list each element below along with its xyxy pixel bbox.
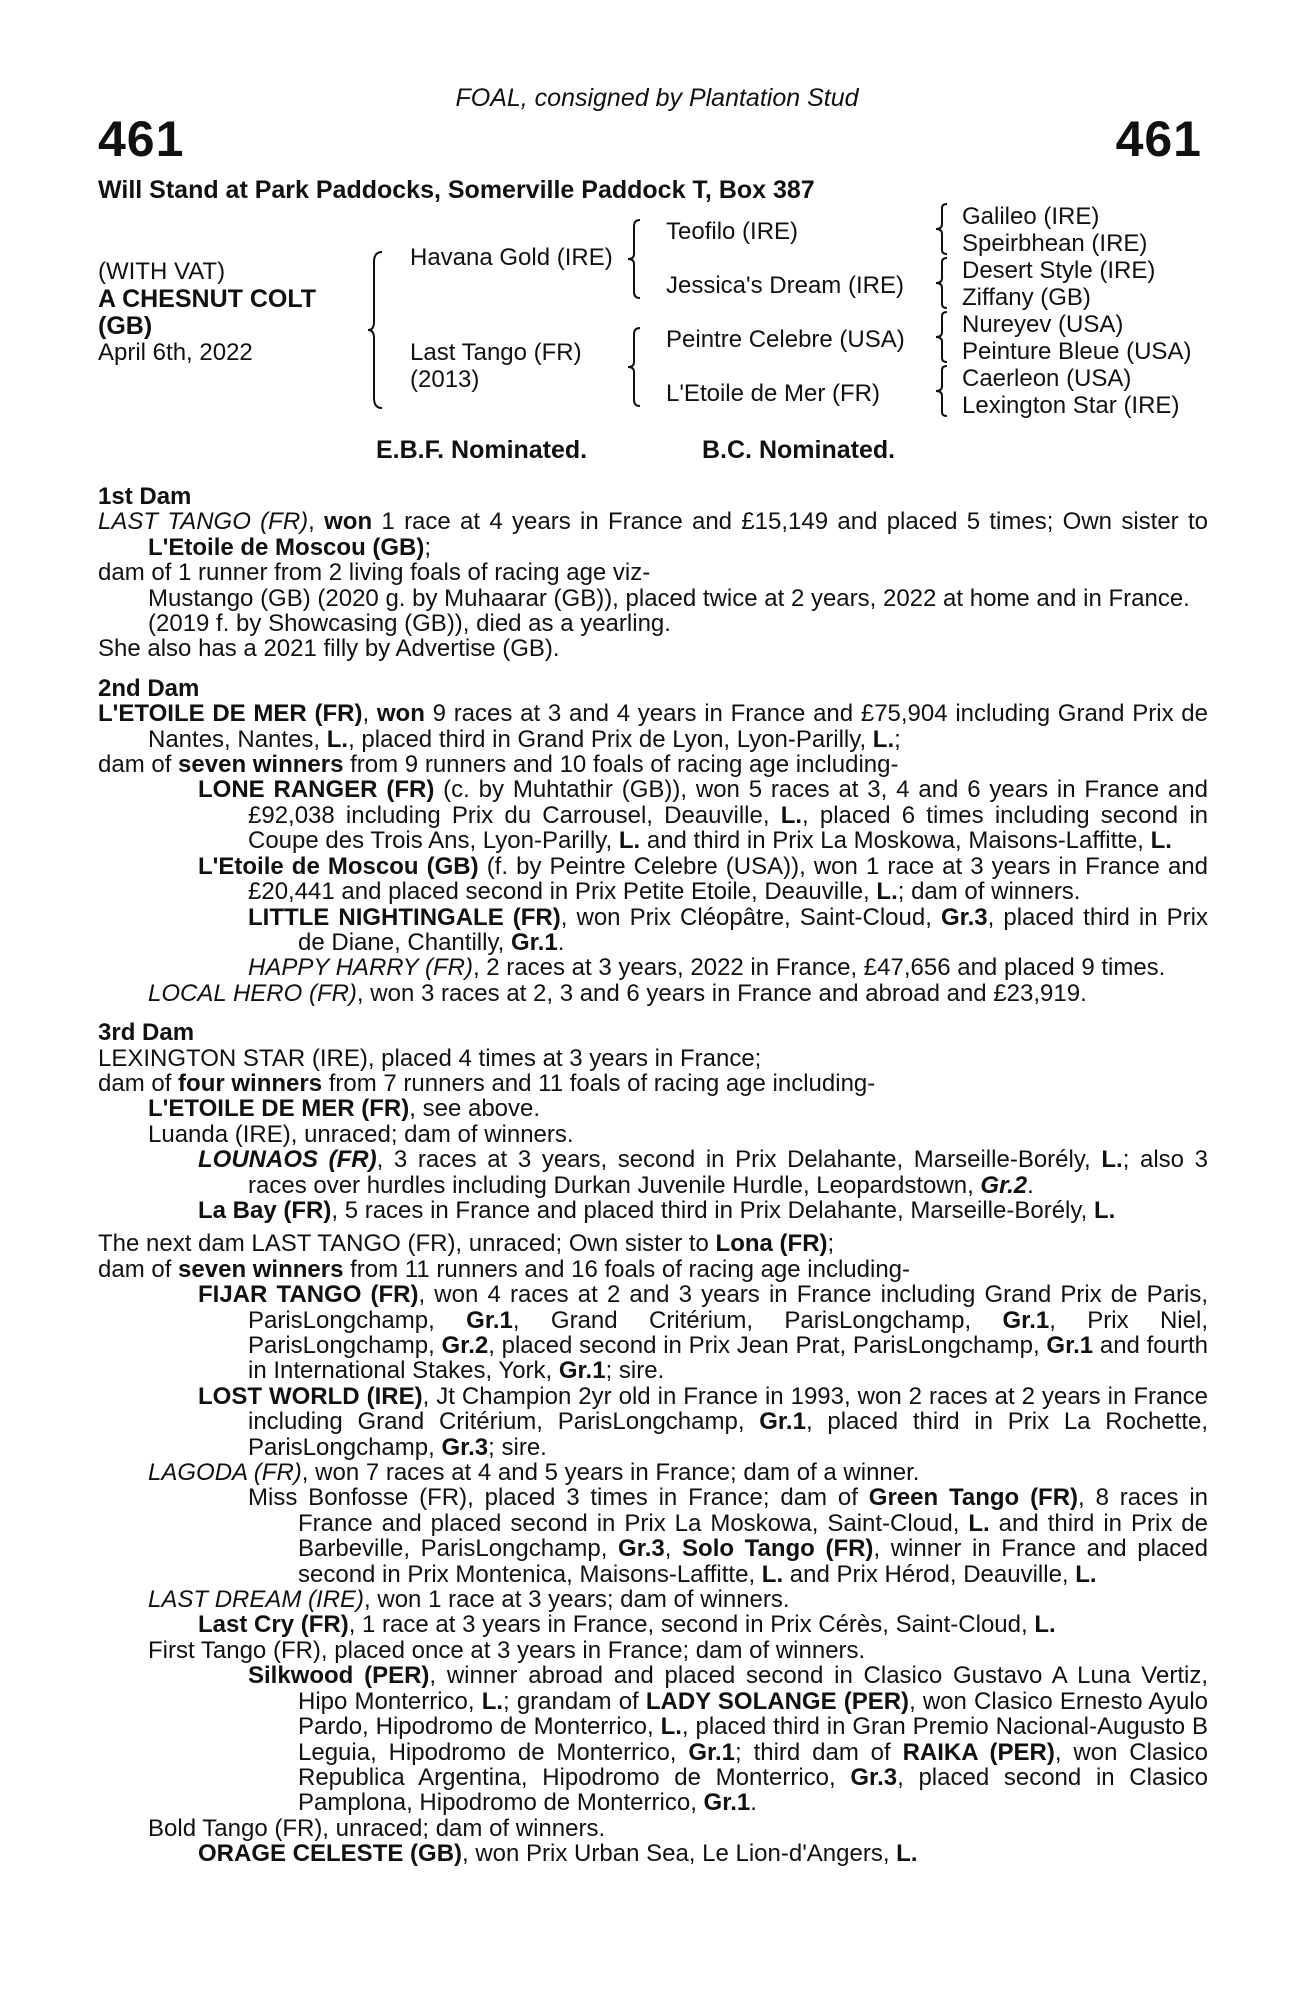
third-dam-heading: 3rd Dam — [98, 1019, 195, 1047]
dam-year: (2013) — [410, 366, 480, 393]
colt-origin: (GB) — [98, 312, 153, 340]
produce-last-dream: LAST DREAM (IRE), won 1 race at 3 years; dam of winners. — [148, 1586, 790, 1614]
first-dam-summary: LAST TANGO (FR), won 1 race at 4 years in France and £15,149 and placed 5 times; Own sister to L'Etoile de Moscou (GB); — [98, 508, 1208, 561]
third-dam-summary: LEXINGTON STAR (IRE), placed 4 times at 3 years in France; — [98, 1044, 762, 1072]
stand-location: Will Stand at Park Paddocks, Somerville Paddock T, Box 387 — [98, 176, 815, 204]
dam-dam: L'Etoile de Mer (FR) — [666, 380, 880, 407]
sire-name: Havana Gold (IRE) — [410, 244, 613, 271]
ss-sire: Galileo (IRE) — [962, 203, 1100, 230]
produce-little-nightingale: LITTLE NIGHTINGALE (FR), won Prix Cléopâtre, Saint-Cloud, Gr.3, placed third in Prix de Diane, Chantilly, Gr.1. — [248, 903, 1208, 956]
produce-last-cry: Last Cry (FR), 1 race at 3 years in France, second in Prix Cérès, Saint-Cloud, L. — [198, 1611, 1056, 1639]
ds-sire: Nureyev (USA) — [962, 311, 1124, 338]
produce-mustango: Mustango (GB) (2020 g. by Muhaarar (GB)), placed twice at 2 years, 2022 at home and in France. — [148, 584, 1190, 612]
sire-sire: Teofilo (IRE) — [666, 218, 799, 245]
date-of-birth: April 6th, 2022 — [98, 339, 253, 366]
produce-silkwood: Silkwood (PER), winner abroad and placed second in Clasico Gustavo A Luna Vertiz, Hipo Monterrico, L.; grandam of LADY SOLANGE (PER), won Clasico Ernesto Ayulo Pardo, Hipodromo de Monterrico, L., placed third in Gran Premio Nacional-Augusto B Leguia, Hipodromo de Monterrico, Gr.1; third dam of RAIKA (PER), won Clasico Republica Argentina, Hipodromo de Monterrico, Gr.3, placed second in Clasico Pamplona, Hipodromo de Monterrico, Gr.1. — [248, 1662, 1209, 1817]
sire-dam: Jessica's Dream (IRE) — [666, 272, 904, 299]
first-dam-heading: 1st Dam — [98, 483, 192, 510]
produce-letoile-de-mer: L'ETOILE DE MER (FR), see above. — [148, 1095, 541, 1123]
sd-sire: Desert Style (IRE) — [962, 257, 1156, 284]
ss-dam: Speirbhean (IRE) — [962, 230, 1148, 257]
produce-2021-filly: She also has a 2021 filly by Advertise (GB). — [98, 635, 560, 663]
lot-number-right: 461 — [1115, 111, 1202, 167]
own-sister-name: L'Etoile de Moscou (GB) — [148, 533, 425, 561]
pedigree-brace-dd — [936, 364, 950, 418]
third-dam-produce-intro: dam of four winners from 7 runners and 11 foals of racing age including- — [98, 1069, 876, 1097]
produce-bold-tango: Bold Tango (FR), unraced; dam of winners. — [148, 1814, 606, 1842]
ebf-nomination: E.B.F. Nominated. — [376, 436, 588, 464]
produce-happy-harry: HAPPY HARRY (FR), 2 races at 3 years, 2022 in France, £47,656 and placed 9 times. — [248, 954, 1166, 982]
produce-lost-world: LOST WORLD (IRE), Jt Champion 2yr old in France in 1993, won 2 races at 2 years in France including Grand Critérium, ParisLongchamp, Gr.1, placed third in Prix La Rochette, ParisLongchamp, Gr.3; sire. — [198, 1382, 1209, 1461]
dam-name: Last Tango (FR) — [410, 339, 582, 366]
produce-miss-bonfosse: Miss Bonfosse (FR), placed 3 times in France; dam of Green Tango (FR), 8 races in France and placed second in Prix La Moskowa, Saint-Cloud, L. and third in Prix de Barbeville, ParisLongchamp, Gr.3, Solo Tango (FR), winner in France and placed second in Prix Montenica, Maisons-Laffitte, L. and Prix Hérod, Deauville, L. — [248, 1484, 1209, 1588]
first-dam-produce-intro: dam of 1 runner from 2 living foals of racing age viz- — [98, 559, 651, 587]
produce-luanda: Luanda (IRE), unraced; dam of winners. — [148, 1120, 574, 1148]
consignment-line: FOAL, consigned by Plantation Stud — [455, 84, 859, 112]
produce-letoile-de-moscou: L'Etoile de Moscou (GB) (f. by Peintre Celebre (USA)), won 1 race at 3 years in France and £20,441 and placed second in Prix Petite Etoile, Deauville, L.; dam of winners. — [198, 852, 1209, 906]
produce-first-tango: First Tango (FR), placed once at 3 years in France; dam of winners. — [148, 1636, 866, 1664]
second-dam-name: L'ETOILE DE MER (FR) — [98, 700, 363, 728]
lot-number-left: 461 — [98, 111, 185, 167]
pedigree-brace-sd — [936, 256, 950, 310]
produce-local-hero: LOCAL HERO (FR), won 3 races at 2, 3 and 6 years in France and abroad and £23,919. — [148, 979, 1087, 1007]
dam-sire: Peintre Celebre (USA) — [666, 326, 905, 353]
won-label: won — [324, 508, 373, 536]
next-dam-summary: The next dam LAST TANGO (FR), unraced; Own sister to Lona (FR); — [98, 1230, 835, 1258]
bc-nomination: B.C. Nominated. — [702, 436, 896, 464]
produce-lagoda: LAGODA (FR), won 7 races at 4 and 5 years in France; dam of a winner. — [148, 1459, 920, 1487]
catalogue-body — [98, 484, 1208, 1867]
pedigree-brace-sire — [628, 218, 644, 300]
second-dam-summary: L'ETOILE DE MER (FR), won 9 races at 3 and 4 years in France and £75,904 including Grand Prix de Nantes, Nantes, L., placed third in Grand Prix de Lyon, Lyon-Parilly, L.; — [98, 700, 1208, 753]
sd-dam: Ziffany (GB) — [962, 284, 1091, 311]
first-dam-name: LAST TANGO (FR) — [98, 508, 309, 536]
dd-dam: Lexington Star (IRE) — [962, 392, 1180, 419]
pedigree-brace-main — [368, 250, 388, 410]
colt-name: A CHESNUT COLT — [98, 285, 317, 313]
pedigree-brace-ds — [936, 310, 950, 364]
next-dam-produce-intro: dam of seven winners from 11 runners and 16 foals of racing age including- — [98, 1255, 911, 1283]
produce-lounaos: LOUNAOS (FR), 3 races at 3 years, second in Prix Delahante, Marseille-Borély, L.; also 3 races over hurdles including Durkan Juvenile Hurdle, Leopardstown, Gr.2. — [198, 1146, 1208, 1199]
second-dam-produce-intro: dam of seven winners from 9 runners and 10 foals of racing age including- — [98, 751, 899, 779]
produce-lone-ranger: LONE RANGER (FR) (c. by Muhtathir (GB)), won 5 races at 3, 4 and 6 years in France and £92,038 including Prix du Carrousel, Deauville, L., placed 6 times including second in Coupe des Trois Ans, Lyon-Parilly, L. and third in Prix La Moskowa, Maisons-Laffitte, L. — [198, 776, 1209, 855]
produce-2019-filly: (2019 f. by Showcasing (GB)), died as a yearling. — [148, 610, 671, 638]
produce-fijar-tango: FIJAR TANGO (FR), won 4 races at 2 and 3 years in France including Grand Prix de Paris, ParisLongchamp, Gr.1, Grand Critérium, ParisLongchamp, Gr.1, Prix Niel, ParisLongchamp, Gr.2, placed second in Prix Jean Prat, ParisLongchamp, Gr.1 and fourth in International Stakes, York, Gr.1; sire. — [198, 1281, 1208, 1385]
ds-dam: Peinture Bleue (USA) — [962, 338, 1192, 365]
second-dam-heading: 2nd Dam — [98, 674, 200, 702]
pedigree-brace-dam — [628, 326, 644, 408]
produce-orage-celeste: ORAGE CELESTE (GB), won Prix Urban Sea, Le Lion-d'Angers, L. — [198, 1840, 918, 1868]
produce-la-bay: La Bay (FR), 5 races in France and placed third in Prix Delahante, Marseille-Borély, L. — [198, 1196, 1116, 1224]
pedigree-brace-ss — [936, 202, 950, 256]
dd-sire: Caerleon (USA) — [962, 365, 1132, 392]
vat-label: (WITH VAT) — [98, 258, 226, 285]
